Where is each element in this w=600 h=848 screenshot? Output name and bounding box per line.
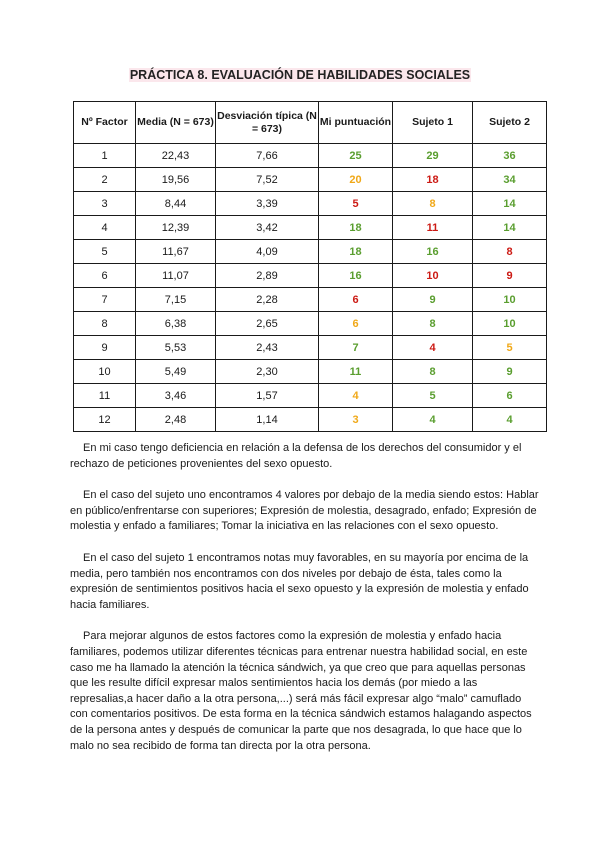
table-row [74, 144, 547, 168]
cell-sujeto-1: 10 [393, 264, 473, 288]
cell-mi-puntuacion: 11 [319, 360, 393, 384]
cell-mi-puntuacion: 25 [319, 144, 393, 168]
cell-media: 8,44 [136, 192, 216, 216]
header-factor: Nº Factor [74, 102, 136, 144]
table-row [74, 384, 547, 408]
cell-media: 5,49 [136, 360, 216, 384]
title-text: PRÁCTICA 8. EVALUACIÓN DE HABILIDADES SOCIALES [129, 68, 471, 82]
cell-factor: 1 [74, 144, 136, 168]
table-row [74, 192, 547, 216]
cell-sujeto-1: 4 [393, 336, 473, 360]
results-table [73, 101, 547, 432]
table-row [74, 360, 547, 384]
table-header-row [74, 102, 547, 144]
table-row [74, 216, 547, 240]
cell-sujeto-2: 14 [473, 216, 547, 240]
cell-sujeto-2: 9 [473, 264, 547, 288]
cell-media: 6,38 [136, 312, 216, 336]
cell-desviacion: 2,89 [216, 264, 319, 288]
cell-desviacion: 3,42 [216, 216, 319, 240]
cell-sujeto-2: 8 [473, 240, 547, 264]
cell-desviacion: 2,43 [216, 336, 319, 360]
cell-desviacion: 7,52 [216, 168, 319, 192]
header-sujeto-1: Sujeto 1 [393, 102, 473, 144]
cell-media: 19,56 [136, 168, 216, 192]
cell-factor: 8 [74, 312, 136, 336]
cell-sujeto-1: 8 [393, 192, 473, 216]
table-row [74, 264, 547, 288]
paragraph-2: En el caso del sujeto uno encontramos 4 valores por debajo de la media siendo estos: Hablar en público/enfrentarse con superiores; Expresión de molestia, desagrado, enfado; Expresión de molestia y enfado a familiares; Tomar la iniciativa en las relaciones con el sexo opuesto. [70, 489, 539, 533]
cell-factor: 10 [74, 360, 136, 384]
cell-mi-puntuacion: 20 [319, 168, 393, 192]
cell-sujeto-1: 4 [393, 408, 473, 432]
cell-sujeto-2: 36 [473, 144, 547, 168]
cell-sujeto-1: 11 [393, 216, 473, 240]
cell-sujeto-1: 5 [393, 384, 473, 408]
cell-media: 3,46 [136, 384, 216, 408]
cell-factor: 7 [74, 288, 136, 312]
table-row [74, 168, 547, 192]
cell-factor: 12 [74, 408, 136, 432]
cell-mi-puntuacion: 18 [319, 216, 393, 240]
body-text [70, 441, 540, 770]
cell-media: 22,43 [136, 144, 216, 168]
cell-mi-puntuacion: 3 [319, 408, 393, 432]
cell-media: 5,53 [136, 336, 216, 360]
cell-factor: 6 [74, 264, 136, 288]
cell-sujeto-1: 9 [393, 288, 473, 312]
cell-factor: 9 [74, 336, 136, 360]
cell-factor: 3 [74, 192, 136, 216]
cell-mi-puntuacion: 18 [319, 240, 393, 264]
cell-mi-puntuacion: 4 [319, 384, 393, 408]
table-row [74, 312, 547, 336]
cell-media: 11,67 [136, 240, 216, 264]
table-body [74, 144, 547, 432]
cell-desviacion: 7,66 [216, 144, 319, 168]
cell-factor: 11 [74, 384, 136, 408]
cell-sujeto-1: 18 [393, 168, 473, 192]
cell-desviacion: 1,14 [216, 408, 319, 432]
cell-desviacion: 3,39 [216, 192, 319, 216]
cell-sujeto-2: 9 [473, 360, 547, 384]
cell-sujeto-2: 10 [473, 288, 547, 312]
cell-mi-puntuacion: 7 [319, 336, 393, 360]
table-row [74, 240, 547, 264]
cell-sujeto-1: 8 [393, 312, 473, 336]
cell-media: 2,48 [136, 408, 216, 432]
cell-sujeto-2: 14 [473, 192, 547, 216]
cell-factor: 2 [74, 168, 136, 192]
page-title [0, 68, 600, 82]
paragraph-3: En el caso del sujeto 1 encontramos notas muy favorables, en su mayoría por encima de la media, pero también nos encontramos con dos niveles por debajo de ésta, tales como la expresión de sentimientos positivos hacia el sexo opuesto y la expresión de molestia y enfado hacia familiares. [70, 551, 529, 611]
paragraph-4: Para mejorar algunos de estos factores como la expresión de molestia y enfado hacia familiares, podemos utilizar diferentes técnicas para entrenar nuestra habilidad social, en este caso me ha llamado la atención la técnica sándwich, ya que creo que para aquellas personas que les resulte difícil expresar malos sentimientos hacia los demás (por miedo a las represalias,a hacer daño a la otra persona,...) será más fácil expresar algo “malo” camuflado con comentarios positivos. De esta forma en la técnica sándwich estamos halagando aspectos de la persona antes y después de comunicar la parte que nos desagrada, lo que hace que lo malo no sea recibido de forma tan directa por la otra persona. [70, 630, 532, 752]
cell-sujeto-2: 5 [473, 336, 547, 360]
cell-sujeto-2: 10 [473, 312, 547, 336]
header-desviacion: Desviación típica (N = 673) [216, 102, 319, 144]
cell-sujeto-2: 34 [473, 168, 547, 192]
cell-mi-puntuacion: 16 [319, 264, 393, 288]
cell-desviacion: 2,28 [216, 288, 319, 312]
cell-sujeto-2: 4 [473, 408, 547, 432]
cell-desviacion: 2,65 [216, 312, 319, 336]
header-mi-puntuacion: Mi puntuación [319, 102, 393, 144]
table-row [74, 336, 547, 360]
cell-media: 11,07 [136, 264, 216, 288]
cell-desviacion: 4,09 [216, 240, 319, 264]
cell-desviacion: 2,30 [216, 360, 319, 384]
cell-sujeto-1: 29 [393, 144, 473, 168]
cell-mi-puntuacion: 6 [319, 288, 393, 312]
cell-sujeto-1: 16 [393, 240, 473, 264]
cell-factor: 5 [74, 240, 136, 264]
cell-media: 12,39 [136, 216, 216, 240]
cell-media: 7,15 [136, 288, 216, 312]
table-row [74, 408, 547, 432]
cell-desviacion: 1,57 [216, 384, 319, 408]
cell-sujeto-2: 6 [473, 384, 547, 408]
header-sujeto-2: Sujeto 2 [473, 102, 547, 144]
cell-factor: 4 [74, 216, 136, 240]
table-row [74, 288, 547, 312]
paragraph-1: En mi caso tengo deficiencia en relación a la defensa de los derechos del consumidor y el rechazo de peticiones provenientes del sexo opuesto. [70, 442, 522, 470]
cell-mi-puntuacion: 5 [319, 192, 393, 216]
header-media: Media (N = 673) [136, 102, 216, 144]
cell-sujeto-1: 8 [393, 360, 473, 384]
cell-mi-puntuacion: 6 [319, 312, 393, 336]
